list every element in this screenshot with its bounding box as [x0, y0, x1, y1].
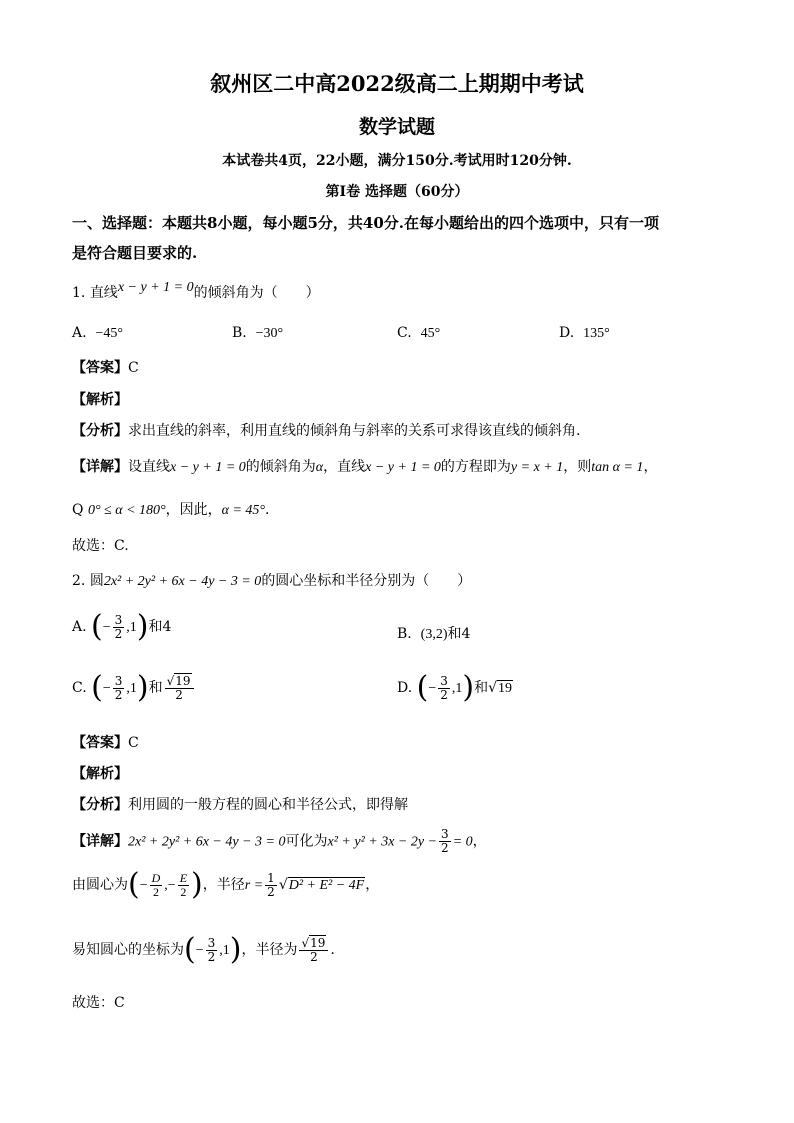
- question-number: 2.: [72, 573, 86, 589]
- equation: 2x² + 2y² + 6x − 4y − 3 = 0: [103, 574, 262, 589]
- detail-line-1: 【详解】2x² + 2y² + 6x − 4y − 3 = 0可化为x² + y² + 3x − 2y − $\frac{3}{2}$ = 0，: [72, 827, 487, 855]
- option-a: A. −45°: [72, 325, 123, 341]
- option-b: B. (3,2)和4: [397, 626, 471, 642]
- choose-line: 故选：C: [72, 995, 125, 1011]
- equation: x − y + 1 = 0: [117, 280, 194, 295]
- result-line: 易知圆心的坐标为(− $\frac{3}{2}$ ,1)，半径为 $\frac{√19}{2}$ .: [72, 932, 335, 967]
- option-c: C. 45°: [397, 325, 441, 341]
- option-a: A. (− $\frac{3}{2}$ ,1)和4: [72, 609, 172, 644]
- answer-line: 【答案】C: [72, 735, 139, 751]
- question-number: 1.: [72, 285, 86, 301]
- fenxi-line: 【分析】利用圆的一般方程的圆心和半径公式，即得解: [72, 797, 408, 813]
- option-d: D. 135°: [559, 325, 610, 341]
- answer-tag: 【答案】: [72, 735, 128, 751]
- detail-line-2: Q 0° ≤ α < 180°，因此，α = 45°.: [72, 502, 270, 518]
- section-title: 第I卷 选择题（60分）: [325, 184, 469, 200]
- part1-heading-line2: 是符合题目要求的.: [72, 244, 198, 262]
- option-d: D. (− $\frac{3}{2}$ ,1)和√19: [397, 670, 513, 705]
- answer-tag: 【答案】: [72, 360, 128, 376]
- page-title: 叙州区二中高2022级高二上期期中考试: [210, 71, 584, 96]
- question-1-stem: 1. 直线x − y + 1 = 0的倾斜角为（ ）: [72, 280, 320, 301]
- answer-line: 【答案】C: [72, 360, 139, 376]
- analysis-tag: 【解析】: [72, 766, 128, 782]
- detail-line-1: 【详解】设直线x − y + 1 = 0的倾斜角为α，直线x − y + 1 = 0的方程即为y = x + 1，则tan α = 1，: [72, 459, 658, 475]
- choose-line: 故选：C.: [72, 538, 129, 554]
- center-formula-line: 由圆心为(− $\frac{D}{2}$ ,− $\frac{E}{2}$ )，半径r = $\frac{1}{2}$ √D² + E² − 4F，: [72, 867, 380, 902]
- fenxi-line: 【分析】求出直线的斜率，利用直线的倾斜角与斜率的关系可求得该直线的倾斜角.: [72, 423, 581, 439]
- part1-heading-line1: 一、选择题：本题共8小题，每小题5分，共40分.在每小题给出的四个选项中，只有一项: [72, 214, 659, 232]
- option-c: C. (− $\frac{3}{2}$ ,1)和 $\frac{√19}{2}$: [72, 673, 196, 703]
- question-2-stem: 2. 圆2x² + 2y² + 6x − 4y − 3 = 0的圆心坐标和半径分别为（ ）: [72, 573, 472, 589]
- option-b: B. −30°: [232, 325, 284, 341]
- subject-title: 数学试题: [358, 116, 435, 138]
- analysis-tag: 【解析】: [72, 392, 128, 408]
- exam-info: 本试卷共4页，22小题，满分150分.考试用时120分钟.: [222, 153, 572, 169]
